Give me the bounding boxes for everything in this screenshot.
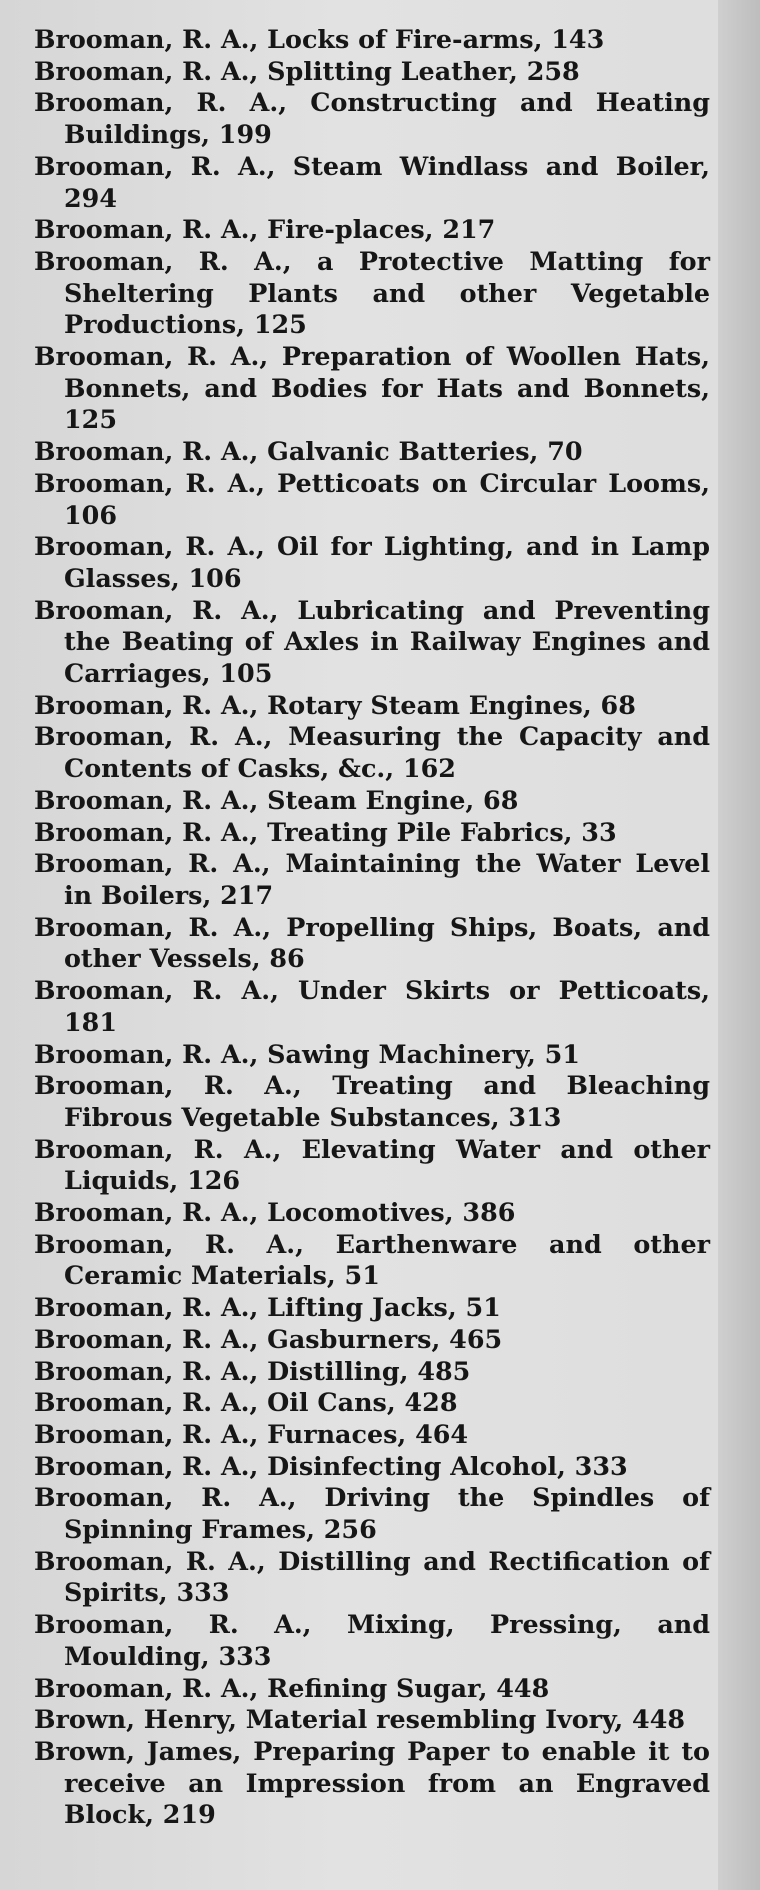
index-entry: Brown, James, Preparing Paper to enable it to receive an Impression from an Engraved Block, 219 (34, 1735, 710, 1830)
right-page-margin (718, 0, 760, 1890)
index-entry: Brooman, R. A., Treating and Bleaching Fibrous Vegetable Substances, 313 (34, 1070, 710, 1132)
index-entry: Brooman, R. A., Steam Engine, 68 (34, 784, 519, 815)
index-entry: Brooman, R. A., Steam Windlass and Boiler, 294 (34, 150, 710, 213)
index-entry: Brooman, R. A., Gasburners, 465 (34, 1323, 503, 1354)
index-entry: Brooman, R. A., Galvanic Batteries, 70 (34, 436, 583, 467)
index-entry: Brooman, R. A., Fire-places, 217 (34, 214, 496, 245)
index-entry: Brooman, R. A., Measuring the Capacity and Contents of Casks, &c., 162 (34, 721, 710, 784)
index-entry: Brooman, R. A., Oil Cans, 428 (34, 1387, 458, 1418)
index-entry: Brooman, R. A., Preparation of Woollen Hats, Bonnets, and Bodies for Hats and Bonnets, 125 (34, 341, 710, 435)
index-entry: Brooman, R. A., Furnaces, 464 (34, 1418, 469, 1449)
index-entry: Brooman, R. A., Rotary Steam Engines, 68 (34, 689, 636, 720)
index-entry: Brooman, R. A., Elevating Water and other Liquids, 126 (34, 1133, 710, 1196)
index-entry: Brooman, R. A., Distilling, 485 (34, 1355, 471, 1386)
index-entry: Brooman, R. A., Oil for Lighting, and in Lamp Glasses, 106 (34, 531, 710, 593)
index-entry: Brooman, R. A., Propelling Ships, Boats, and other Vessels, 86 (34, 911, 710, 974)
index-entry: Brooman, R. A., Driving the Spindles of Spinning Frames, 256 (34, 1482, 710, 1545)
index-entry: Brooman, R. A., Lifting Jacks, 51 (34, 1292, 501, 1323)
index-entry: Brooman, R. A., Treating Pile Fabrics, 33 (34, 816, 617, 847)
index-entry: Brooman, R. A., Earthenware and other Ceramic Materials, 51 (34, 1228, 710, 1291)
index-entry: Brooman, R. A., Splitting Leather, 258 (34, 55, 580, 86)
index-entry: Brooman, R. A., Refining Sugar, 448 (34, 1672, 550, 1703)
index-entry: Brooman, R. A., Constructing and Heating Buildings, 199 (34, 87, 710, 150)
index-entry: Brooman, R. A., Lubricating and Preventing the Beating of Axles in Railway Engines and Carriages, 105 (34, 594, 710, 689)
index-entry: Brooman, R. A., Sawing Machinery, 51 (34, 1038, 580, 1069)
index-entry: Brooman, R. A., a Protective Matting for Sheltering Plants and other Vegetable Productions, 125 (34, 245, 710, 340)
index-entry: Brown, Henry, Material resembling Ivory, 448 (34, 1704, 686, 1735)
index-entry: Brooman, R. A., Mixing, Pressing, and Moulding, 333 (34, 1609, 710, 1671)
index-entry: Brooman, R. A., Maintaining the Water Level in Boilers, 217 (34, 848, 710, 910)
index-list (34, 24, 710, 1831)
index-entry: Brooman, R. A., Distilling and Rectification of Spirits, 333 (34, 1545, 710, 1608)
index-entry: Brooman, R. A., Under Skirts or Petticoats, 181 (34, 975, 710, 1037)
index-entry: Brooman, R. A., Disinfecting Alcohol, 333 (34, 1450, 628, 1481)
index-entry: Brooman, R. A., Petticoats on Circular Looms, 106 (34, 467, 710, 530)
index-entry: Brooman, R. A., Locks of Fire-arms, 143 (34, 24, 605, 54)
index-entry: Brooman, R. A., Locomotives, 386 (34, 1197, 516, 1228)
